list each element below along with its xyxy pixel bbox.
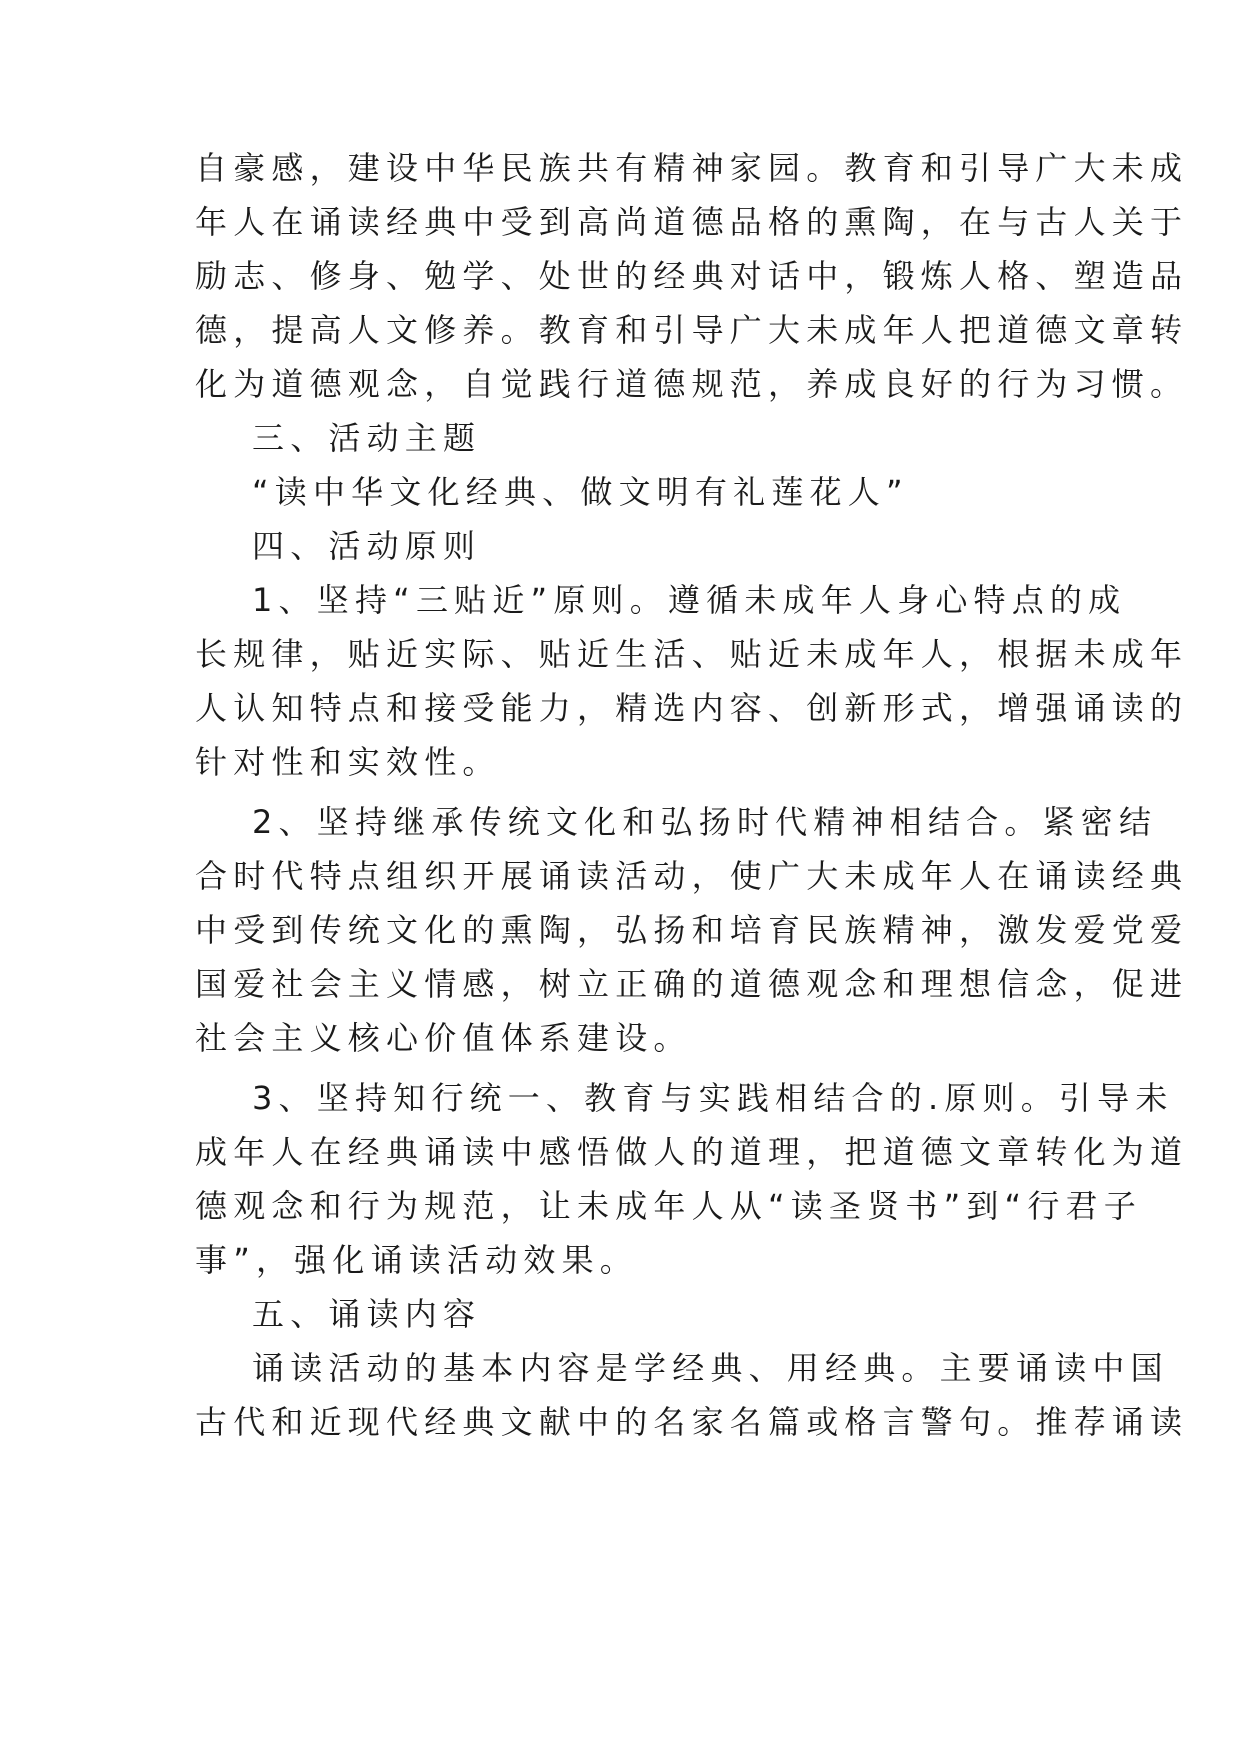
paragraph-line: 自豪感，建设中华民族共有精神家园。教育和引导广大未成 xyxy=(195,149,1189,187)
paragraph-line: 3、坚持知行统一、教育与实践相结合的.原则。引导未 xyxy=(252,1079,1174,1117)
paragraph-line: 诵读活动的基本内容是学经典、用经典。主要诵读中国 xyxy=(252,1349,1169,1387)
paragraph-line: 年人在诵读经典中受到高尚道德品格的熏陶，在与古人关于 xyxy=(195,203,1189,241)
paragraph-line: 人认知特点和接受能力，精选内容、创新形式，增强诵读的 xyxy=(195,689,1189,727)
paragraph-line: 德，提高人文修养。教育和引导广大未成年人把道德文章转 xyxy=(195,311,1189,349)
paragraph-line: 社会主义核心价值体系建设。 xyxy=(195,1019,692,1057)
paragraph-line: 1、坚持“三贴近”原则。遵循未成年人身心特点的成 xyxy=(252,581,1127,619)
paragraph-line: 长规律，贴近实际、贴近生活、贴近未成年人，根据未成年 xyxy=(195,635,1189,673)
section-heading: 四、活动原则 xyxy=(252,527,482,565)
paragraph-line: 事”，强化诵读活动效果。 xyxy=(195,1241,638,1279)
paragraph-line: 成年人在经典诵读中感悟做人的道理，把道德文章转化为道 xyxy=(195,1133,1189,1171)
paragraph-line: 合时代特点组织开展诵读活动，使广大未成年人在诵读经典 xyxy=(195,857,1189,895)
paragraph-line: 化为道德观念，自觉践行道德规范，养成良好的行为习惯。 xyxy=(195,365,1189,403)
section-heading: 三、活动主题 xyxy=(252,419,482,457)
theme-text: “读中华文化经典、做文明有礼莲花人” xyxy=(252,473,909,511)
paragraph-line: 国爱社会主义情感，树立正确的道德观念和理想信念，促进 xyxy=(195,965,1189,1003)
section-heading: 五、诵读内容 xyxy=(252,1295,482,1333)
paragraph-line: 中受到传统文化的熏陶，弘扬和培育民族精神，激发爱党爱 xyxy=(195,911,1189,949)
paragraph-line: 古代和近现代经典文献中的名家名篇或格言警句。推荐诵读 xyxy=(195,1403,1189,1441)
paragraph-line: 励志、修身、勉学、处世的经典对话中，锻炼人格、塑造品 xyxy=(195,257,1189,295)
paragraph-line: 2、坚持继承传统文化和弘扬时代精神相结合。紧密结 xyxy=(252,803,1158,841)
paragraph-line: 德观念和行为规范，让未成年人从“读圣贤书”到“行君子 xyxy=(195,1187,1142,1225)
paragraph-line: 针对性和实效性。 xyxy=(195,743,501,781)
